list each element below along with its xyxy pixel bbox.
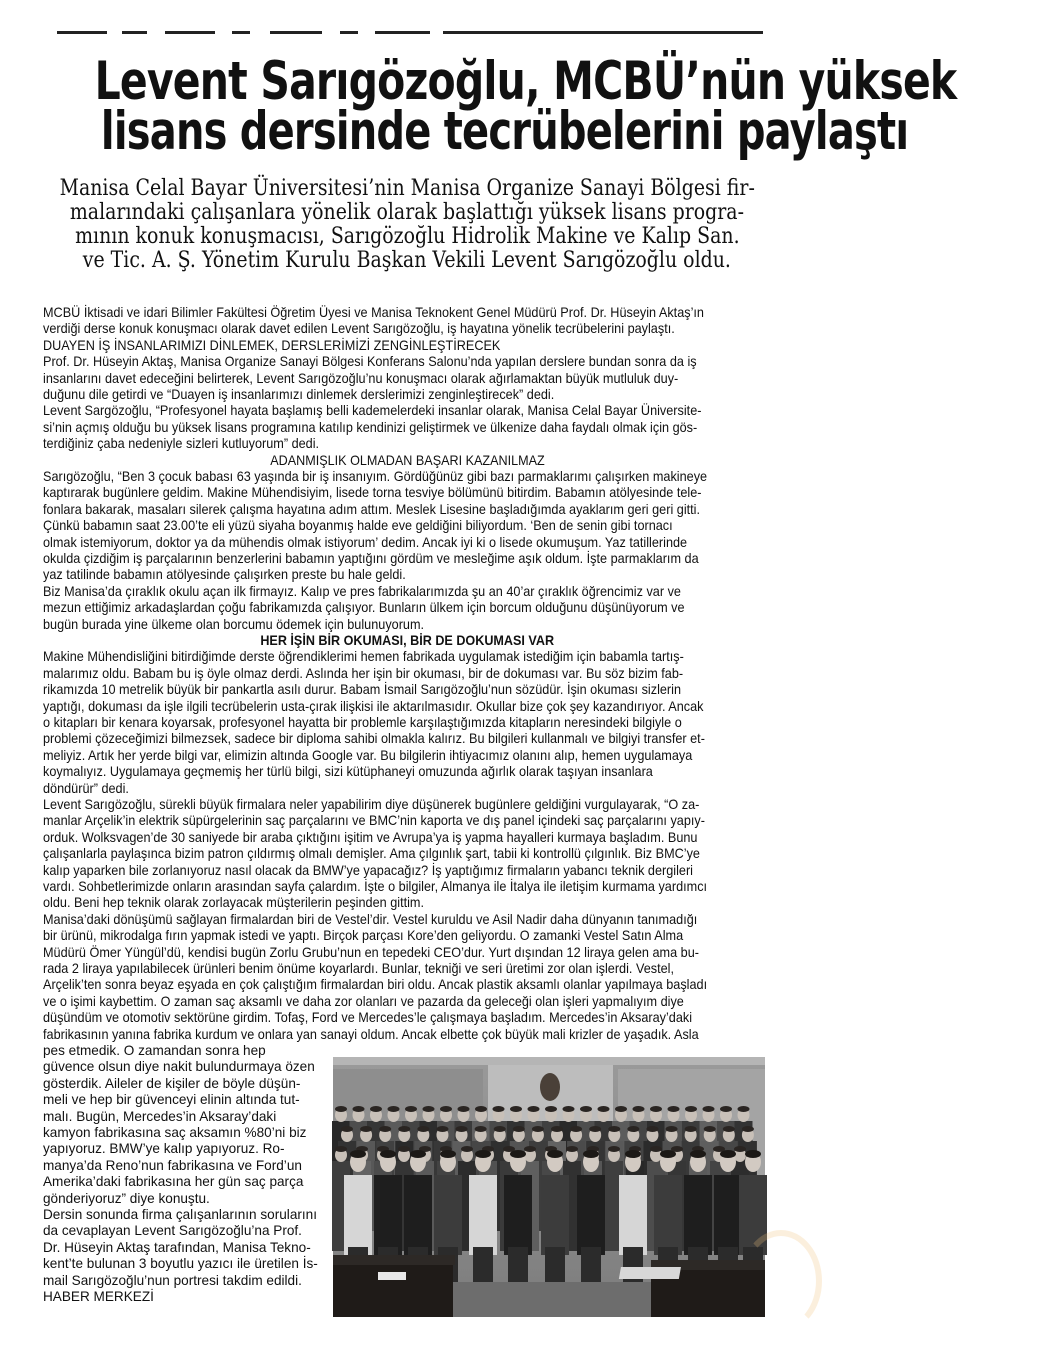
body-line: fonlara bakarak, masaları silerek çalışma hayatına adım attım. Meslek Lisesine başladığımda ayaklarım geri geri gitti. xyxy=(43,500,701,517)
column-line: mail Sarıgözoğlu’nun portresi takdim edildi. xyxy=(43,1271,302,1288)
subtitle-line xyxy=(0,248,814,273)
top-rule-segment xyxy=(122,31,147,34)
body-line: problemi çözeceğimizi bilmezsek, sadece bir diploma sahibi olmakla kalırız. Bu bilgileri kullanmalı ve bilgiyi transfer et- xyxy=(43,730,705,747)
heading-text: ADANMIŞLIK OLMADAN BAŞARI KAZANILMAZ xyxy=(269,451,545,468)
body-line: çalışanlarla paylaşınca bizim patron çıldırmış olmalı demişler. Ama çılgınlık şart, tabii ki kontrollü çılgınlık. Biz BMC’ye xyxy=(43,845,700,862)
body-line: MCBÜ İktisadi ve idari Bilimler Fakültesi Öğretim Üyesi ve Manisa Teknokent Genel Müdürü Prof. Dr. Hüseyin Aktaş’ın xyxy=(43,304,704,320)
body-line: Arçelik’ten sonra beyaz eşyada en çok çalıştığım firmalardan biri oldu. Ancak plastik aksamlı olanlar yapılmaya başladı xyxy=(43,976,708,993)
body-line: fabrikasının yanına fabrika kurdum ve onlara yan sanayi oldum. Ancak elbette çok büyük mali krizler de yaşadık. Asla xyxy=(43,1025,699,1042)
heading-text: HER İŞİN BİR OKUMASI, BİR DE DOKUMASI VAR xyxy=(260,632,554,648)
body-line: vardı. Sohbetlerimizde onların arasından sayfa çalardım. İşte o bilgiler, Almanya ile İtalya ile iletişim kurmama yardımcı xyxy=(43,878,708,894)
body-line: kaptırarak bugünlere geldim. Makine Mühendisiyim, lisede torna tesviye bölümünü bitirdim. Babamın atölyesinde tele- xyxy=(43,484,702,501)
body-line: malarımız oldu. Babam bu iş öyle olmaz derdi. Aslında her işin bir okuması, bir de dokuması var. Bu söz bizim fab- xyxy=(43,664,684,681)
top-rule-segment xyxy=(232,31,250,34)
column-line: güvence olsun diye nakit bulundurmaya özen xyxy=(43,1058,315,1075)
body-line: si’nin açmış olduğu bu yüksek lisans programına katılıp kendinizi geliştirmek ve ülkenize daha faydalı olmak için gös- xyxy=(43,418,698,435)
body-line: koymalıyız. Uygulamaya geçmemiş her türlü bilgi, sizi kütüphaneyi omuzunda ağırlık olarak taşıyan insanlara xyxy=(43,763,653,780)
headline-text: Levent Sarıgözoğlu, MCBÜ’nün yüksek xyxy=(94,50,957,112)
body-line: kalıp yaparken bile zorlanıyoruz nasıl olacak da BMW’ye yapacağız? İş yaptığımız firmaların yabancı teknik dergileri xyxy=(43,861,693,878)
column-line: kamyon fabrikasına saç aksamın %80’ni biz xyxy=(43,1124,307,1140)
body-line: oldu. Beni hep teknik olarak zorlayacak müşterilerin peşinden gittim. xyxy=(43,894,425,911)
body-line: manlar Arçelik’in elektrik süpürgelerinin saç parçalarını ve BMC’nin kaporta ve dış panel içindeki saç parçalarını yapıy- xyxy=(43,812,705,829)
body-line: terdiğiniz çaba nedeniyle sizleri kutluyorum” dedi. xyxy=(43,435,320,452)
body-line: DUAYEN İŞ İNSANLARIMIZI DİNLEMEK, DERSLERİMİZİ ZENGİNLEŞTİRECEK xyxy=(43,336,501,353)
column-line: gösterdik. Aileler de kişiler de böyle düşün- xyxy=(43,1074,301,1091)
column-line: kent’te bulunan 3 boyutlu yazıcı ile üretilen İs- xyxy=(43,1255,318,1272)
body-line: Sarıgözoğlu, “Ben 3 çocuk babası 63 yaşında bir iş insanıyım. Gördüğünüz gibi bazı parmaklarımı çalışırken makineye xyxy=(43,468,708,484)
section-heading xyxy=(0,632,814,648)
body-line: Levent Sargözoğlu, “Profesyonel hayata başlamış belli kademelerdeki insanlar olarak, Manisa Celal Bayar Üniversite- xyxy=(43,402,702,419)
subtitle-text: ve Tic. A. Ş. Yönetim Kurulu Başkan Vekili Levent Sarıgözoğlu oldu. xyxy=(82,248,732,273)
body-line: orduk. Wolksvagen’de 30 saniyede bir araba çıktığını işitim ve Avrupa’ya iş yapma hayalleri kurmaya başladım. Bunu xyxy=(43,828,698,845)
body-line: düşündüm ve otomotiv sektörüne girdim. Tofaş, Ford ve Mercedes’le çalışmaya başladım. Mercedes’in Aksaray’daki xyxy=(43,1009,693,1026)
group-photo-icon xyxy=(333,1057,765,1317)
top-rule-segment xyxy=(340,31,358,34)
body-line: Manisa’daki dönüşümü sağlayan firmalardan biri de Vestel’dir. Vestel kuruldu ve Asil Nadir daha dünyanın tanımadığı xyxy=(43,910,698,927)
section-heading xyxy=(0,452,814,468)
body-line: bir ürünü, mikrodalga fırın yapmak istedi ve yaptı. Birçok parçası Kore’den geliyordu. O zamanki Vestel Satın Alma xyxy=(43,927,684,944)
subtitle-line xyxy=(0,224,814,249)
top-rule-segment xyxy=(57,31,107,34)
top-rule-segment xyxy=(375,31,430,34)
body-line: insanlarını davet edeceğini belirterek, Levent Sarıgözoğlu’nu konuşmacı olarak ağırlamaktan büyük mutluluk duy- xyxy=(43,369,679,386)
body-line: Makine Mühendisliğini bitirdiğimde derste öğrendiklerimi hemen fabrikada uygulamak istediğim için babamla tartış- xyxy=(43,648,684,665)
column-line: Dr. Hüseyin Aktaş tarafından, Manisa Tekno- xyxy=(43,1238,311,1255)
body-line: yaz tatilinde babamın atölyesinde çalışırken preste bu hale geldi. xyxy=(43,566,406,583)
body-line: Levent Sarıgözoğlu, sürekli büyük firmalara neler yapabilirim diye düşünerek bugünlere geldiğini vurgulayarak, “O za- xyxy=(43,796,700,812)
column-line: Amerika’daki fabrikasına her gün saç parça xyxy=(43,1173,304,1190)
watermark-swoosh xyxy=(740,1230,822,1332)
top-rule-segment xyxy=(443,31,763,34)
body-line: ve o işimi kaybettim. O zaman saç aksamlı ve daha zor olanları ve pazarda da geleceği olan işleri yapmalıyım diye xyxy=(43,992,684,1009)
body-line: rada 2 liraya yapılabilecek ürünleri benim önüme koyarlardı. Bunlar, tekniği ve seri üretimi zor olan işlerdi. Vestel, xyxy=(43,960,674,976)
body-line: mezun ettiğimiz arkadaşlardan çoğu fabrikamızda çalışıyor. Bunların ülkem için borcum olduğunu düşünüyorum ve xyxy=(43,599,685,616)
column-line: HABER MERKEZİ xyxy=(43,1288,154,1304)
column-line: manya’da Reno’nun fabrikasına ve Ford’un xyxy=(43,1156,302,1173)
subtitle-text: malarındaki çalışanlara yönelik olarak başlattığı yüksek lisans progra- xyxy=(69,200,745,225)
body-line: verdiği derse konuk konuşmacı olarak davet edilen Levent Sarıgözoğlu, iş hayatına yönelik tecrübelerini paylaştı. xyxy=(43,320,675,337)
subtitle-text: Manisa Celal Bayar Üniversitesi’nin Manisa Organize Sanayi Bölgesi fir- xyxy=(59,176,755,201)
column-line: yapıyoruz. BMW’ye kalıp yapıyoruz. Ro- xyxy=(43,1140,285,1157)
column-line: gönderiyoruz” diye konuştu. xyxy=(43,1189,210,1206)
body-line: olmak istemiyorum, doktor ya da mühendis olmak istiyorum’ dedim. Ancak iyi ki o lisede okumuşum. Yaz tatillerinde xyxy=(43,533,688,550)
column-line: malı. Bugün, Mercedes’in Aksaray’daki xyxy=(43,1107,277,1124)
subtitle-line xyxy=(0,200,814,225)
body-line: Müdürü Ömer Yüngül’dü, kendisi bugün Zorlu Grubu’nun en tepedeki CEO’dur. Yurt dışından 12 liraya gelen ama bu- xyxy=(43,943,699,960)
column-line: da cevaplayan Levent Sarıgözoğlu’na Prof. xyxy=(43,1222,302,1239)
body-line: rikamızda 10 metrelik büyük bir pankartla asılı durur. Babam İsmail Sarıgözoğlu’nun sözüdür. İşin okuması sizlerin xyxy=(43,681,682,698)
body-line: Biz Manisa’da çıraklık okulu açan ilk firmayız. Kalıp ve pres fabrikalarımızda şu an 40’ar çıraklık öğrencimiz var ve xyxy=(43,582,681,599)
body-line: Prof. Dr. Hüseyin Aktaş, Manisa Organize Sanayi Bölgesi Konferans Salonu’nda yapılan derslere bundan sonra da iş xyxy=(43,353,697,370)
body-line: okulda çizdiğim iş parçalarının benzerlerini babamın yaptığını gördüm ve mesleğime aşık oldum. İşte parmaklarım da xyxy=(43,550,699,566)
top-rule-segment xyxy=(165,31,215,34)
body-line: döndürür” dedi. xyxy=(43,779,129,796)
body-line: duğunu dile getirdi ve “Duayen iş insanlarımızı dinlemek derslerimizi zenginleştirecek” dedi. xyxy=(43,386,555,402)
subtitle-text: mının konuk konuşmacısı, Sarıgözoğlu Hidrolik Makine ve Kalıp San. xyxy=(74,224,740,249)
body-line: o kitapları bir kenara koyarsak, profesyonel hayatta bir problemle karşılaştığımızda kitapların neresindeki bilgiyle o xyxy=(43,714,682,730)
group-photo xyxy=(333,1057,765,1317)
column-line: meli ve hep bir güvenceyi elinin altında tut- xyxy=(43,1091,300,1108)
headline-line-2 xyxy=(0,100,909,162)
body-line: bugün burada yine ülkeme olan borcumu ödemek için bulunuyorum. xyxy=(43,615,425,632)
body-line: Çünkü babamın saat 23.00’te eli yüzü siyaha boyanmış halde eve geldiğini biliyordum. ‘Ben de senin gibi tornacı xyxy=(43,517,673,534)
column-line: pes etmedik. O zamandan sonra hep xyxy=(43,1042,266,1058)
top-rule-segment xyxy=(270,31,322,34)
headline-text: lisans dersinde tecrübelerini paylaştı xyxy=(100,100,909,162)
subtitle-line xyxy=(0,176,814,201)
column-line: Dersin sonunda firma çalışanlarının sorularını xyxy=(43,1206,317,1222)
body-line: meliyiz. Artık her yerde bilgi var, elimizin altında Google var. Bu bilgilerin ihtiyacımız olanını alıp, hemen uygulamaya xyxy=(43,746,693,763)
body-line: yaptığı, dokuması da işle ilgili tecrübelerin usta-çırak ilişkisi ile aktarılmasıdır. Okullar bize çok şey kazandırıyor. Ancak xyxy=(43,697,704,714)
